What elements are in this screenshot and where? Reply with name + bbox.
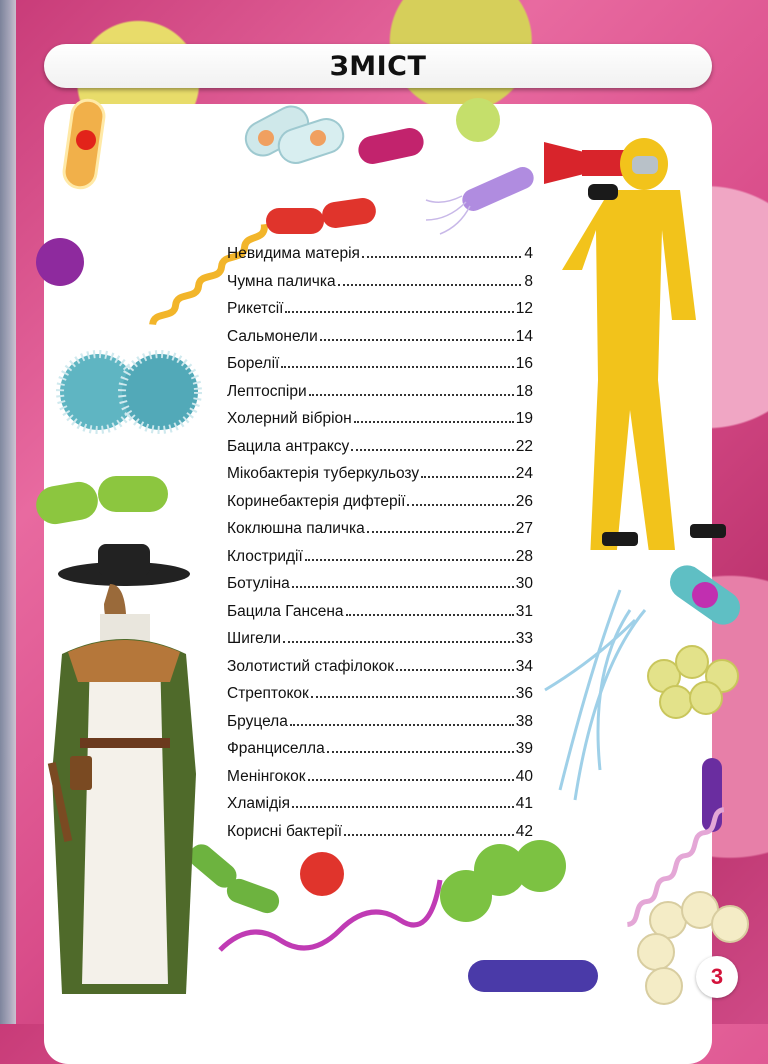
toc-item[interactable]: [227, 685, 533, 713]
toc-item-page: 24: [515, 465, 533, 482]
toc-item-page: 31: [515, 602, 533, 620]
toc-item[interactable]: [227, 493, 533, 521]
page-number: 3: [696, 956, 738, 998]
toc-item-page: 14: [515, 327, 533, 345]
toc-item-label: Мікобактерія туберкульозу: [227, 465, 420, 482]
toc-item[interactable]: [227, 520, 533, 548]
toc-item[interactable]: [227, 630, 533, 658]
bacteria-capsule-teal: [663, 559, 746, 632]
bacteria-rod-lime: [33, 476, 168, 527]
toc-leader: [285, 311, 513, 313]
toc-item-page: 36: [515, 685, 533, 702]
toc-item-page: 34: [515, 657, 533, 675]
toc-item-page: 22: [515, 437, 533, 455]
toc-leader: [354, 421, 514, 423]
toc-leader: [320, 339, 514, 341]
toc-item-page: 4: [524, 245, 533, 262]
toc-item-label: Стрептокок: [227, 685, 309, 702]
toc-item-page: 26: [515, 492, 533, 510]
toc-item-page: 38: [515, 712, 533, 730]
toc-item[interactable]: [227, 713, 533, 741]
plague-doctor-figure: [40, 544, 210, 1014]
bacteria-coccus-green: [456, 98, 500, 142]
toc-item[interactable]: [227, 740, 533, 768]
toc-item-label: Менінгокок: [227, 767, 306, 785]
bacteria-filaments: [545, 590, 645, 800]
toc-item-label: Корисні бактерії: [227, 822, 343, 840]
toc-item[interactable]: [227, 300, 533, 328]
toc-leader: [290, 724, 514, 726]
toc-item[interactable]: [227, 273, 533, 301]
bacteria-cluster-yellow: [648, 646, 738, 718]
toc-item[interactable]: [227, 823, 533, 851]
bacteria-rod-magenta: [356, 125, 426, 166]
toc-item-page: 18: [515, 382, 533, 400]
toc-item-label: Сальмонели: [227, 327, 318, 345]
toc-leader: [421, 476, 514, 478]
toc-item-page: 30: [515, 575, 533, 592]
toc-leader: [396, 669, 514, 671]
bacteria-spiky-teal: [60, 354, 198, 430]
toc-leader: [281, 366, 513, 368]
bacteria-rod-orange: [62, 98, 106, 190]
toc-item[interactable]: [227, 548, 533, 576]
toc-item-label: Клостридії: [227, 547, 303, 565]
toc-leader: [292, 586, 514, 588]
toc-leader: [344, 834, 514, 836]
hazmat-suit-person: [540, 120, 740, 550]
toc-item-label: Борелії: [227, 355, 280, 372]
toc-leader: [311, 696, 514, 698]
table-of-contents: [227, 245, 533, 850]
bacteria-flagellated: [426, 163, 537, 234]
toc-item[interactable]: [227, 355, 533, 383]
toc-item-page: 27: [515, 520, 533, 537]
toc-item-label: Холерний вібріон: [227, 410, 352, 427]
toc-item[interactable]: [227, 438, 533, 466]
toc-item[interactable]: [227, 658, 533, 686]
toc-item[interactable]: [227, 795, 533, 823]
toc-item-label: Коринебактерія дифтерії: [227, 492, 406, 510]
toc-item-label: Лептоспіри: [227, 382, 307, 400]
toc-item-page: 39: [515, 740, 533, 757]
bacteria-diplococcus-green: [440, 840, 566, 922]
toc-leader: [338, 284, 521, 286]
toc-leader: [351, 449, 513, 451]
toc-item[interactable]: [227, 410, 533, 438]
bacteria-coccus-red: [300, 852, 344, 896]
toc-item-page: 42: [515, 822, 533, 840]
page-title: ЗМІСТ: [329, 50, 427, 82]
toc-item-label: Золотистий стафілокок: [227, 657, 395, 675]
toc-leader: [292, 806, 514, 808]
toc-item-page: 16: [515, 355, 533, 372]
toc-item[interactable]: [227, 603, 533, 631]
megaphone-icon: [544, 142, 628, 184]
toc-item[interactable]: [227, 465, 533, 493]
toc-item-page: 19: [515, 410, 533, 427]
toc-item-label: Франциселла: [227, 740, 325, 757]
toc-leader: [367, 531, 514, 533]
toc-leader: [327, 751, 514, 753]
toc-leader: [305, 559, 514, 561]
toc-item-page: 40: [515, 767, 533, 785]
toc-item-label: Чумна паличка: [227, 272, 336, 290]
toc-leader: [283, 641, 514, 643]
toc-item-page: 41: [515, 795, 533, 812]
toc-item[interactable]: [227, 328, 533, 356]
toc-item-label: Невидима матерія: [227, 245, 360, 262]
toc-item-page: 28: [515, 547, 533, 565]
toc-leader: [346, 614, 514, 616]
toc-item-label: Бруцела: [227, 712, 288, 730]
toc-leader: [362, 256, 521, 258]
toc-leader: [407, 504, 513, 506]
toc-item-label: Коклюшна паличка: [227, 520, 365, 537]
toc-item-label: Рикетсії: [227, 300, 284, 317]
toc-item[interactable]: [227, 245, 533, 273]
toc-item-label: Ботуліна: [227, 575, 290, 592]
bacteria-coccus-purple: [36, 238, 84, 286]
bacteria-rod-pale: [240, 100, 348, 167]
toc-item[interactable]: [227, 768, 533, 796]
toc-item-label: Бацила Гансена: [227, 602, 344, 620]
toc-item-label: Шигели: [227, 630, 281, 647]
toc-item-page: 12: [515, 300, 533, 317]
toc-item-label: Бацила антраксу: [227, 437, 350, 455]
bacteria-rod-blue: [468, 960, 598, 992]
toc-leader: [309, 394, 514, 396]
toc-item-page: 33: [515, 630, 533, 647]
toc-item[interactable]: [227, 575, 533, 603]
toc-item-label: Хламідія: [227, 795, 290, 812]
toc-item-page: 8: [524, 272, 533, 290]
toc-leader: [308, 779, 514, 781]
toc-item[interactable]: [227, 383, 533, 411]
bacteria-rod-red: [266, 196, 378, 234]
